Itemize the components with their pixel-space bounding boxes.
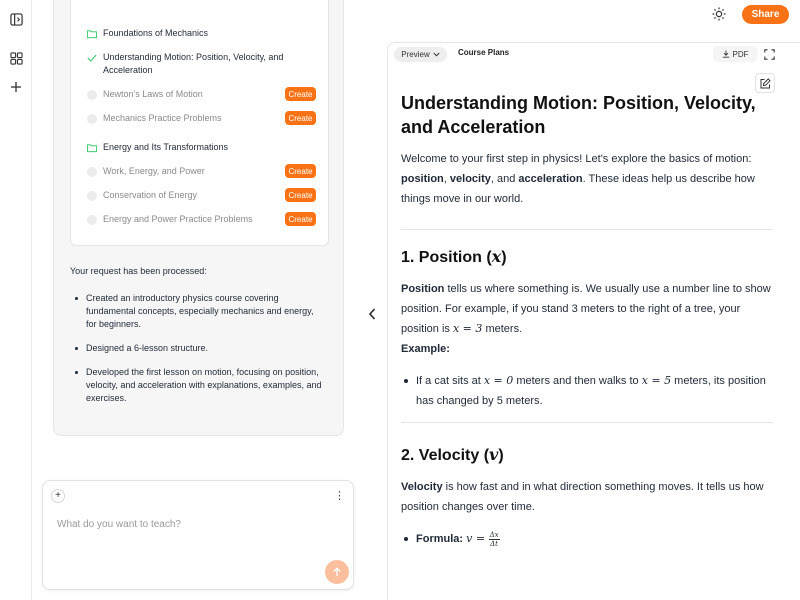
pdf-label: PDF — [732, 49, 749, 59]
create-lesson-button[interactable]: Create — [285, 87, 316, 101]
pending-dot-icon — [87, 191, 97, 201]
folder-icon — [87, 143, 97, 153]
folder-icon — [87, 29, 97, 39]
response-intro: Your request has been processed: — [70, 266, 207, 276]
course-outline-card — [70, 0, 329, 246]
prompt-input[interactable] — [57, 515, 337, 533]
lesson-row — [87, 165, 317, 178]
check-icon — [87, 53, 97, 63]
preview-panel — [387, 42, 800, 600]
left-rail — [0, 0, 32, 600]
pending-dot-icon — [87, 90, 97, 100]
arrow-up-icon — [332, 567, 342, 577]
more-options-icon[interactable]: ⋮ — [334, 490, 345, 502]
pending-dot-icon — [87, 114, 97, 124]
list-item: Formula: v = $\frac{\Delta x}{\Delta t}$ — [401, 529, 773, 549]
list-item: If a cat sits at x = 0 meters and then walks to x = 5 meters, its position has changed by 5 meters. — [401, 371, 773, 411]
velocity-paragraph: Velocity is how fast and in what direction something moves. It tells us how position changes over time. — [401, 481, 764, 513]
position-paragraph: Position tells us where something is. We usually use a number line to show position. For example, if you stand 3 meters to the right of a tree, your position is x = 3 meters. Example: — [401, 283, 771, 355]
toggle-sidebar-icon[interactable] — [8, 11, 24, 27]
list-item: Developed the first lesson on motion, focusing on position, velocity, and acceleration with explanations, examples, and exercises. — [70, 366, 325, 405]
formula-list — [401, 529, 773, 549]
lesson-title: Understanding Motion: Position, Velocity, and Acceleration — [401, 93, 756, 137]
lesson-row — [87, 112, 317, 125]
lesson-row — [87, 88, 317, 101]
module-row — [87, 141, 317, 154]
attach-plus-icon[interactable]: + — [51, 489, 65, 503]
example-list — [401, 371, 773, 411]
lesson-title: Newton's Laws of Motion — [103, 89, 203, 99]
divider — [401, 229, 773, 230]
theme-toggle-sun-icon[interactable] — [712, 7, 728, 23]
lesson-document — [401, 91, 773, 549]
lesson-title: Conservation of Energy — [103, 190, 198, 200]
grid-icon[interactable] — [8, 50, 24, 66]
lesson-title: Energy and Power Practice Problems — [103, 214, 253, 224]
list-item: Created an introductory physics course covering fundamental concepts, especially mechanics and energy, for beginners. — [70, 292, 325, 331]
module-title: Foundations of Mechanics — [103, 28, 209, 38]
expand-icon[interactable] — [764, 47, 776, 59]
edit-button[interactable] — [755, 73, 775, 93]
share-button[interactable]: Share — [742, 5, 789, 24]
lesson-row — [87, 213, 317, 226]
module-title: Energy and Its Transformations — [103, 142, 229, 152]
chevron-down-icon — [433, 52, 440, 57]
list-item: Designed a 6-lesson structure. — [70, 342, 325, 355]
module-row — [87, 27, 317, 40]
divider — [401, 422, 773, 423]
lesson-title: Work, Energy, and Power — [103, 166, 205, 176]
tab-preview[interactable] — [394, 47, 447, 62]
intro-paragraph: Welcome to your first step in physics! Let's explore the basics of motion: position, velocity, and acceleration. These ideas help us describe how things move in our world. — [401, 153, 755, 205]
download-pdf-button[interactable] — [713, 46, 757, 62]
fraction: $\frac{\Delta x}{\Delta t}$ — [489, 530, 499, 548]
lesson-row-completed[interactable] — [87, 51, 317, 77]
lesson-title: Mechanics Practice Problems — [103, 113, 222, 123]
section-heading-velocity: 2. Velocity (v) — [401, 445, 504, 464]
create-lesson-button[interactable]: Create — [285, 212, 316, 226]
plus-icon[interactable] — [8, 79, 24, 95]
collapse-panel-chevron-left-icon[interactable] — [367, 307, 379, 325]
pending-dot-icon — [87, 215, 97, 225]
create-lesson-button[interactable]: Create — [285, 164, 316, 178]
send-button[interactable] — [325, 560, 349, 584]
lesson-title: Understanding Motion: Position, Velocity, and Acceleration — [103, 52, 284, 75]
lesson-row — [87, 189, 317, 202]
assistant-message-card — [53, 0, 344, 436]
download-icon — [722, 50, 730, 58]
create-lesson-button[interactable]: Create — [285, 111, 316, 125]
tab-preview-label: Preview — [401, 50, 430, 59]
prompt-composer — [42, 480, 354, 590]
tab-course-plans[interactable]: Course Plans — [458, 48, 510, 57]
create-lesson-button[interactable]: Create — [285, 188, 316, 202]
section-heading-position: 1. Position (x) — [401, 247, 507, 266]
edit-pencil-icon — [760, 78, 771, 89]
pending-dot-icon — [87, 167, 97, 177]
response-bullets — [70, 292, 325, 416]
